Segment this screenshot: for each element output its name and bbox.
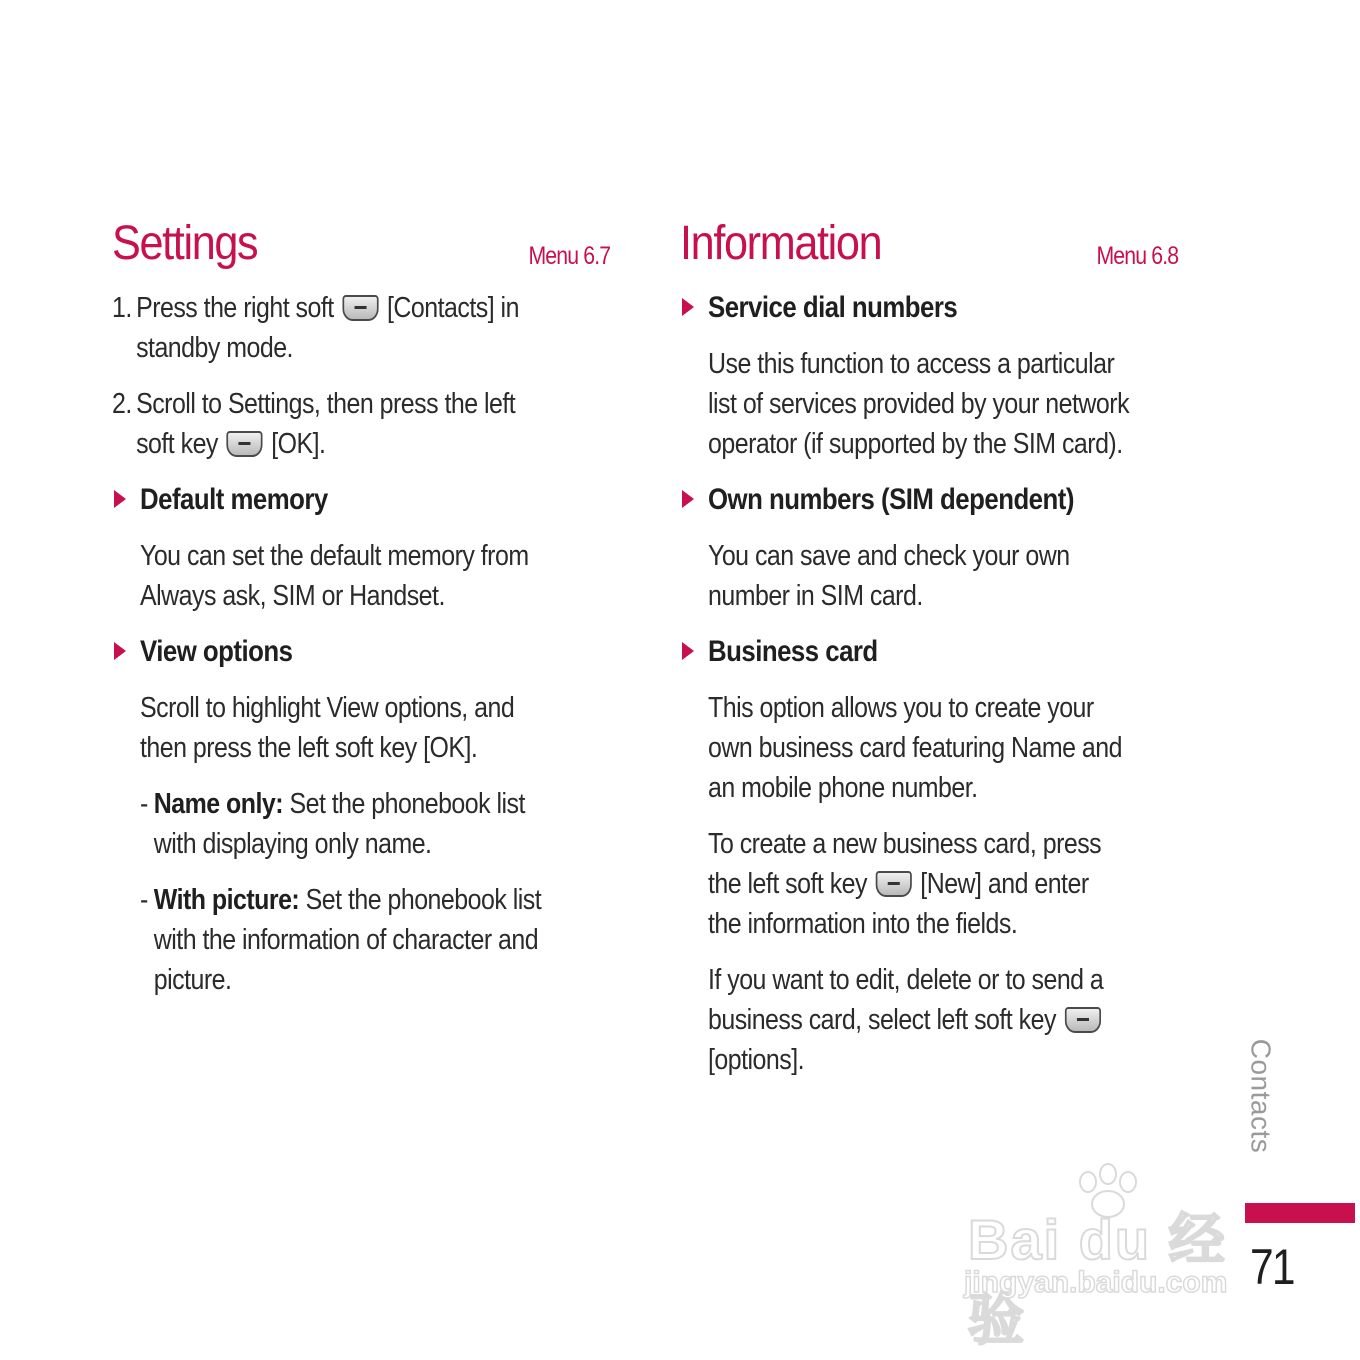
triangle-bullet-icon <box>682 298 694 316</box>
triangle-bullet-icon <box>682 490 694 508</box>
watermark-url: jingyan.baidu.com <box>964 1266 1228 1299</box>
information-title: Information <box>680 217 882 270</box>
own-numbers-heading: Own numbers (SIM dependent) <box>708 483 1074 516</box>
step-2-line-1: Scroll to Settings, then press the left <box>136 388 516 420</box>
step-2 <box>112 384 542 464</box>
with-picture-term: With picture: <box>153 884 300 916</box>
step-1-line-2: standby mode. <box>136 332 293 364</box>
baidu-watermark <box>960 1160 1280 1351</box>
left-soft-key-icon <box>1064 1007 1100 1033</box>
service-dial-body: Use this function to access a particular list of services provided by your network operator (if supported by the SIM card). <box>708 348 1130 460</box>
page-number: 71 <box>1250 1239 1294 1295</box>
settings-heading <box>112 216 612 288</box>
step-1-line: Press the right soft [Contacts] in <box>136 292 519 324</box>
settings-column <box>112 216 612 1016</box>
business-card-para-1: This option allows you to create your own business card featuring Name and an mobile phone number. <box>708 692 1122 804</box>
business-card-heading: Business card <box>708 635 878 668</box>
default-memory-body: You can set the default memory from Always ask, SIM or Handset. <box>140 540 529 612</box>
information-heading <box>680 216 1180 288</box>
left-soft-key-icon <box>876 871 912 897</box>
business-card-para-2: To create a new business card, press the left soft key [New] and enter the information into the fields. <box>708 828 1102 940</box>
business-card-section <box>680 632 1180 1080</box>
default-memory-section <box>112 480 612 616</box>
watermark-logo: Bai du 经验 <box>968 1208 1227 1351</box>
step-1 <box>112 288 542 368</box>
left-soft-key-icon <box>227 431 263 457</box>
settings-menu-ref: Menu 6.7 <box>528 242 610 270</box>
view-options-heading: View options <box>140 635 293 668</box>
name-only-bullet: - Name only: Set the phonebook list with displaying only name. <box>140 788 525 860</box>
own-numbers-section <box>680 480 1180 616</box>
chapter-label: Contacts <box>1245 1038 1276 1154</box>
triangle-bullet-icon <box>682 642 694 660</box>
step-1-number: 1. <box>112 292 132 324</box>
triangle-bullet-icon <box>114 490 126 508</box>
information-menu-ref: Menu 6.8 <box>1096 242 1178 270</box>
business-card-para-3: If you want to edit, delete or to send a business card, select left soft key [options]. <box>708 964 1104 1076</box>
with-picture-bullet: - With picture: Set the phonebook list with the information of character and picture. <box>140 884 542 996</box>
step-2-number: 2. <box>112 388 132 420</box>
service-dial-heading: Service dial numbers <box>708 291 958 324</box>
own-numbers-body: You can save and check your own number in SIM card. <box>708 540 1070 612</box>
name-only-term: Name only: <box>153 788 284 820</box>
view-options-section <box>112 632 612 1000</box>
settings-title: Settings <box>112 217 258 270</box>
step-2-line-2: soft key [OK]. <box>136 428 326 460</box>
chapter-side-tab <box>1245 1036 1275 1156</box>
triangle-bullet-icon <box>114 642 126 660</box>
information-column <box>680 216 1180 1096</box>
service-dial-section <box>680 288 1180 464</box>
default-memory-heading: Default memory <box>140 483 328 516</box>
view-options-body: Scroll to highlight View options, and then press the left soft key [OK]. <box>140 692 515 764</box>
right-soft-key-icon <box>342 295 378 321</box>
